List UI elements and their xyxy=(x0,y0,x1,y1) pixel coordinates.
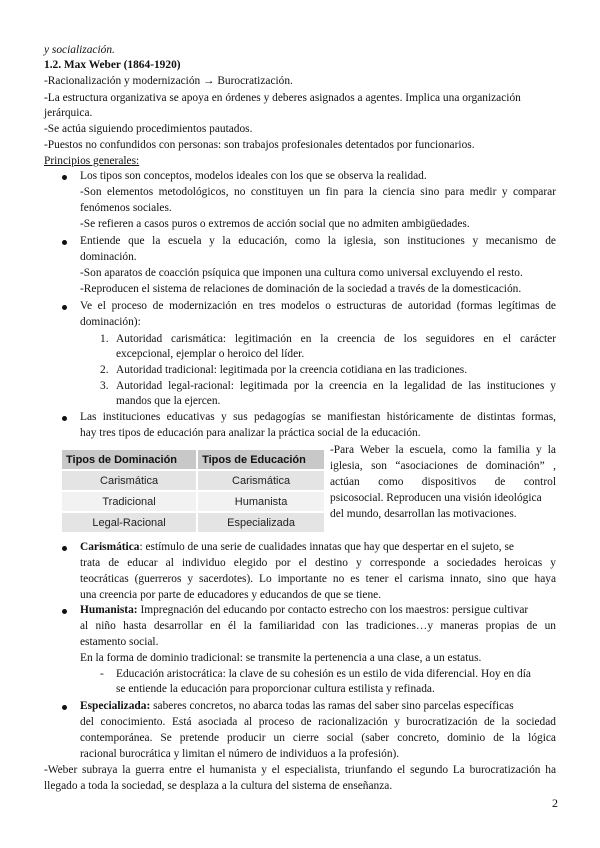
text-line: -Racionalización y modernización → Burocratización. xyxy=(44,75,293,87)
bullet-text: una creencia por parte de educadores y educandos de que se tiene. xyxy=(80,589,382,601)
bullet-text: teocráticas (guerreros y sacerdotes). Lo importante no es tener el carisma innato, sino que haya xyxy=(80,573,556,585)
term-humanista: Humanista: xyxy=(80,604,138,616)
list-number: 1. xyxy=(100,333,109,345)
table-cell: Carismática xyxy=(197,470,324,491)
bullet-text: del conocimiento. Está asociada al proceso de racionalización y burocratización de la sociedad xyxy=(80,716,556,728)
bullet-text: hay tres tipos de educación para analizar la práctica social de la educación. xyxy=(80,427,421,439)
bullet-text: trata de educar al individuo elegido por el destino y corresponde a sociedades heroicas y xyxy=(80,557,556,569)
closing-text: llegado a toda la sociedad, se desplaza a la cultura del sistema de enseñanza. xyxy=(44,780,393,792)
side-text: -Para Weber la escuela, como la familia y la xyxy=(330,444,556,456)
text-line: -Puestos no confundidos con personas: son trabajos profesionales detentados por funcionarios. xyxy=(44,139,475,151)
table-cell: Humanista xyxy=(197,491,324,512)
bullet-icon xyxy=(62,305,67,310)
bullet-icon xyxy=(62,705,67,710)
list-item-text: Autoridad legal-racional: legitimada por la creencia en la legalidad de las instituciones y xyxy=(116,380,556,392)
education-types-table xyxy=(62,450,324,532)
term-carismatica: Carismática xyxy=(80,541,140,553)
bullet-icon xyxy=(62,416,67,421)
list-item-text: Autoridad tradicional: legitimada por la creencia cotidiana en las tradiciones. xyxy=(116,364,468,376)
bullet-text: contemporánea. Se pretende producir un cierre social (saber concreto, dominio de la lógica xyxy=(80,732,556,744)
bullet-text: fenómenos sociales. xyxy=(80,202,172,214)
bullet-text: -Se refieren a casos puros o extremos de acción social que no admiten ambigüedades. xyxy=(80,218,470,230)
list-item-text: excepcional, ejemplar o heroico del líder. xyxy=(116,348,305,360)
text-line: -La estructura organizativa se apoya en órdenes y deberes asignados a agentes. Implica una organización xyxy=(44,92,521,104)
bullet-text: -Son aparatos de coacción psíquica que imponen una cultura como universal excluyendo el resto. xyxy=(80,267,523,279)
table-header: Tipos de Dominación xyxy=(62,450,197,470)
closing-text: -Weber subraya la guerra entre el humanista y el especialista, triunfando el segundo La burocratización ha xyxy=(44,764,556,776)
side-text: actúan como dispositivos de control xyxy=(330,476,556,488)
bullet-text: estamento social. xyxy=(80,636,159,648)
side-text: iglesia, son “asociaciones de dominación” , xyxy=(330,460,556,472)
bullet-text: Los tipos son conceptos, modelos ideales con los que se observa la realidad. xyxy=(80,170,427,182)
bullet-icon xyxy=(62,546,67,551)
intro-fragment: y socialización. xyxy=(44,44,115,56)
list-item-text: mandos que la ejercen. xyxy=(116,395,221,407)
list-number: 3. xyxy=(100,380,109,392)
table-cell: Carismática xyxy=(62,470,197,491)
bullet-text: dominación): xyxy=(80,316,141,328)
table-cell: Tradicional xyxy=(62,491,197,512)
text-line: -Se actúa siguiendo procedimientos pautados. xyxy=(44,123,253,135)
section-title: 1.2. Max Weber (1864-1920) xyxy=(44,59,181,71)
list-item-text: Autoridad carismática: legitimación en la creencia de los seguidores en el carácter xyxy=(116,333,556,345)
sub-item-text: se entiende la educación para proporcionar cultura estilista y refinada. xyxy=(116,683,435,695)
bullet-text: Carismática: estímulo de una serie de cualidades innatas que hay que despertar en el sujeto, se xyxy=(80,541,514,553)
text-line: jerárquica. xyxy=(44,107,93,119)
bullet-text: al niño hasta desarrollar en él la familiaridad con las tradiciones…y maneras propias de un xyxy=(80,620,556,632)
table-row xyxy=(62,491,324,512)
bullet-icon xyxy=(62,175,67,180)
bullet-text: Entiende que la escuela y la educación, como la iglesia, son instituciones y mecanismo de xyxy=(80,235,556,247)
bullet-text: Especializada: saberes concretos, no abarca todas las ramas del saber sino parcelas específicas xyxy=(80,700,514,712)
dash-marker: - xyxy=(100,668,104,680)
bullet-text: En la forma de dominio tradicional: se transmite la pertenencia a una clase, a un estatus. xyxy=(80,652,482,664)
list-number: 2. xyxy=(100,364,109,376)
sub-item-text: Educación aristocrática: la clave de su cohesión es un estilo de vida diferencial. Hoy en día xyxy=(116,668,531,680)
table-header: Tipos de Educación xyxy=(197,450,324,470)
bullet-text: -Reproducen el sistema de relaciones de dominación de la sociedad a través de la domesticación. xyxy=(80,283,522,295)
side-text: psicosocial. Reproducen una visión ideológica xyxy=(330,492,542,504)
side-text: del mundo, desarrollan las motivaciones. xyxy=(330,508,517,520)
page-number: 2 xyxy=(552,796,558,810)
bullet-text: dominación. xyxy=(80,251,137,263)
bullet-text: racional burocrática y limitan el número de individuos a la profesión). xyxy=(80,748,400,760)
principles-heading: Principios generales: xyxy=(44,155,140,167)
bullet-text: Humanista: Impregnación del educando por contacto estrecho con los maestros: persigue cultivar xyxy=(80,604,529,616)
table-cell: Especializada xyxy=(197,512,324,532)
table-row xyxy=(62,470,324,491)
table-row xyxy=(62,512,324,532)
bullet-text: Ve el proceso de modernización en tres modelos o estructuras de autoridad (formas legítimas de xyxy=(80,300,556,312)
bullet-icon xyxy=(62,240,67,245)
bullet-text: Las instituciones educativas y sus pedagogías se manifiestan históricamente de distintas formas, xyxy=(80,411,556,423)
bullet-text: -Son elementos metodológicos, no constituyen un fin para la ciencia sino para medir y comparar xyxy=(80,186,556,198)
bullet-icon xyxy=(62,609,67,614)
term-especializada: Especializada: xyxy=(80,700,151,712)
table-cell: Legal-Racional xyxy=(62,512,197,532)
